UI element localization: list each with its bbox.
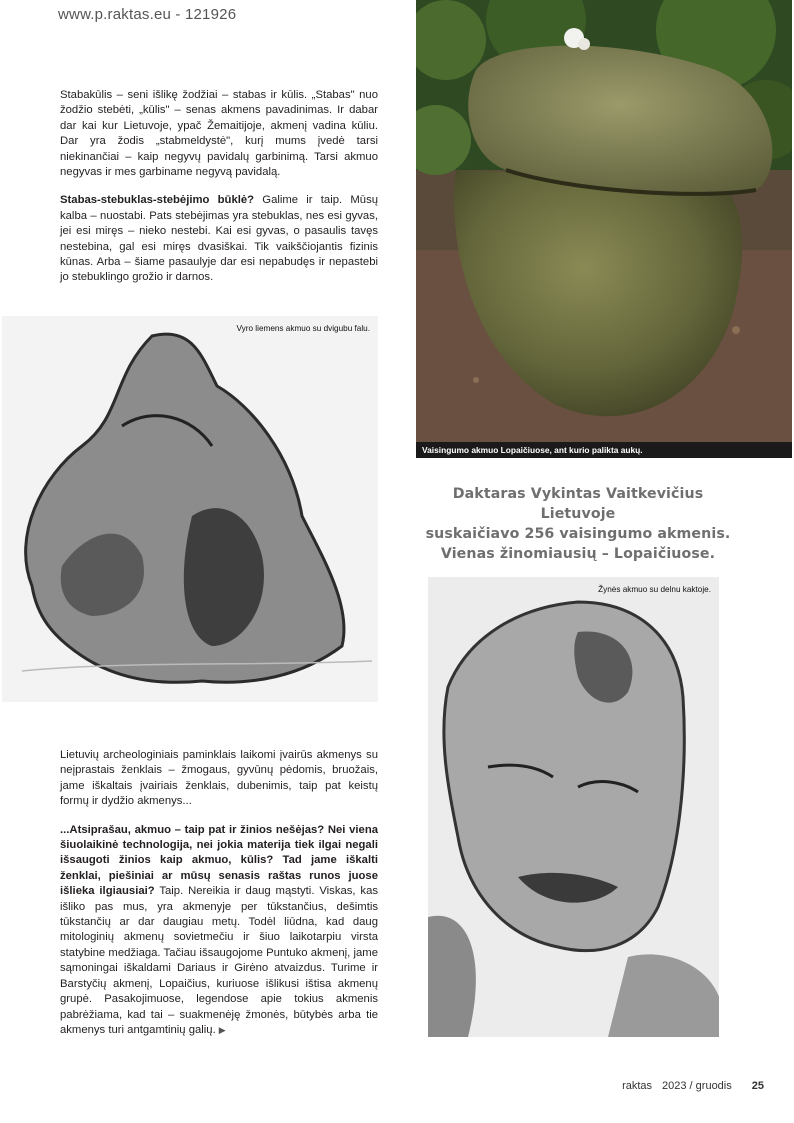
fertility-stone-photo <box>416 0 792 458</box>
answer-akmuo: Taip. Nereikia ir daug mąstyti. Viskas, kas išliko pas mus, yra akmenyje per tūkstančius, dešimtis tūkstančių ar dar daugiau metų. Todėl liūdna, kad daug mitologinių akmenų sovietmečiu ir šiuo laikotarpiu virsta statybine medžiaga. Tačiau išsaugojome Puntuko akmenį, jame sąmoningai iškaldami Dariaus ir Girėno atvaizdus. Turime ir Barstyčių akmenį, Lopaičius, kuriuose išlikusi ištisa akmenų grupė. Pasakojimuose, legendose apie tokius akmenis pabrėžiama, kad tai – suakmenėję žmonės, būtybės arba tie akmenys turi antgamtinių galių. <box>60 885 378 1036</box>
intro-paragraph-1: Stabakūlis – seni išlikę žodžiai – stabas ir kūlis. „Stabas" nuo žodžio stebėti, „kūlis" – senas akmens pavadinimas. Ir dabar dar kai kur Lietuvoje, ypač Žemaitijoje, akmenį vadina kūliu. Dar yra žodis „stabmeldystė", kurį mums įvedė tarsi niekinančiai – kaip negyvų pavidalų garbinimą. Tarsi akmuo negyvas ir mes garbiname negyvą pavidalą. <box>60 89 378 179</box>
question-stabas: Stabas-stebuklas-stebėjimo būklė? <box>60 194 255 207</box>
sketch1-caption: Vyro liemens akmuo su dvigubu falu. <box>236 324 370 333</box>
body-paragraph-3: Lietuvių archeologiniais paminklais laikomi įvairūs akmenys su neįprastais ženklais – žmogaus, gyvūnų pėdomis, bruožais, jame iškaltais įvairiais ženklais, dubenimis, taip pat keistų formų ir dydžio akmenys... <box>60 749 378 808</box>
pull-quote-line-2: suskaičiavo 256 vaisingumo akmenis. <box>425 526 731 542</box>
question-akmuo: ...Atsiprašau, akmuo – taip pat ir žinios nešėjas? Nei viena šiuolaikinė technologija, nei jokia materija tiek ilgai negali išsaugoti žinios kaip akmuo, kūlis? Tad jame iškalti ženklai, piešiniai ar mūsų senasis raštas runos juose išlieka ilgiausiai? <box>60 823 378 898</box>
issue-date: 2023 / gruodis <box>662 1080 732 1092</box>
answer-stabas: Galime ir taip. Mūsų kalba – nuostabi. Pats stebėjimas yra stebuklas, nes esi gyvas, jei esi miręs – nieko nestebi. Kai esi gyvas, o pasaulis tavęs nestebina, gal esi miręs dvasiškai. Tik vaikščiojantis fizinis kūnas. Arba – šiame pasaulyje dar esi nepabudęs ir nepastebi jo stebuklingo grožio ir darnos. <box>60 194 378 284</box>
pull-quote-line-1: Daktaras Vykintas Vaitkevičius Lietuvoje <box>452 486 704 522</box>
pull-quote-line-3: Vienas žinomiausių – Lopaičiuose. <box>440 546 716 562</box>
page-number: 25 <box>751 1080 764 1092</box>
priestess-stone-sketch <box>428 577 719 1037</box>
triangle-right-icon: ▶ <box>218 1024 226 1035</box>
body-paragraph-4 <box>60 823 378 1039</box>
body-text <box>60 748 378 1051</box>
stone-photo-illustration <box>416 0 792 458</box>
source-url: www.p.raktas.eu - 121926 <box>58 6 237 23</box>
photo-caption: Vaisingumo akmuo Lopaičiuose, ant kurio palikta aukų. <box>416 442 792 458</box>
intro-text <box>60 88 378 299</box>
sketch-illustration-2 <box>428 577 719 1037</box>
male-torso-stone-sketch <box>2 316 378 702</box>
page-footer <box>622 1080 764 1092</box>
sketch-illustration-1 <box>2 316 378 702</box>
intro-paragraph-2 <box>60 193 378 285</box>
sketch2-caption: Žynės akmuo su delnu kaktoje. <box>598 585 711 594</box>
magazine-name: raktas <box>622 1080 653 1092</box>
pull-quote <box>420 484 736 564</box>
